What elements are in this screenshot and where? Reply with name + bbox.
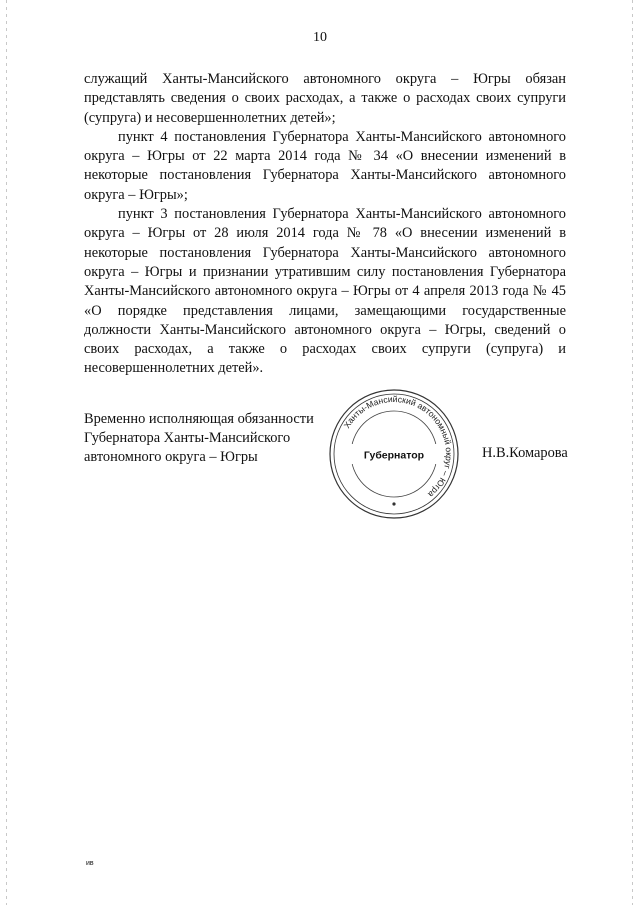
paragraph-line: (супруга) и несовершеннолетних детей».	[84, 341, 567, 377]
paragraph-line: служащий Ханты-Мансийского автономного округа – Югры обязан	[84, 71, 566, 87]
paragraph-3	[84, 205, 566, 379]
body-text	[84, 70, 566, 379]
paragraph-line: изменений в некоторые постановления Губернатора Ханты-Мансийского	[84, 225, 566, 261]
paragraph-1	[84, 70, 566, 128]
footer-mark: ив	[86, 860, 94, 867]
scan-edge-left	[6, 0, 7, 905]
official-seal	[327, 388, 461, 520]
signatory-position-line: Губернатора Ханты-Мансийского	[84, 430, 291, 446]
signatory-position-line: автономного округа – Югры	[84, 449, 258, 465]
seal-ring-text: Ханты-Мансийский автономный округ – Югра	[341, 393, 455, 500]
seal-center-text: Губернатор	[363, 449, 425, 462]
paragraph-line: автономного округа – Югры»;	[84, 167, 566, 203]
paragraph-line: автономного округа – Югры от 22 марта 2014 года № 34 «О внесении	[84, 128, 566, 165]
paragraph-2	[84, 128, 566, 205]
paragraph-line: представлять сведения о своих расходах, а также о расходах своих супруги	[84, 90, 566, 107]
paragraph-line: автономного округа – Югры и признании утратившим силу постановления	[84, 244, 566, 280]
paragraph-line: пункт 4 постановления Губернатора Ханты-Мансийского	[118, 128, 489, 145]
paragraph-line: 2013 года № 45 «О порядке представления лицами, замещающими	[84, 283, 566, 319]
paragraph-line: Югры, сведений о своих расходах, а также о расходах своих супруги	[84, 321, 566, 358]
paragraph-line: изменений в некоторые постановления Губернатора Ханты-Мансийского	[84, 148, 567, 184]
signatory-name: Н.В.Комарова	[482, 445, 568, 461]
paragraph-line: пункт 3 постановления Губернатора Ханты-Мансийского	[118, 206, 489, 223]
seal-dot	[392, 502, 395, 505]
signatory-position	[84, 410, 324, 467]
signatory-position-line: Временно исполняющая обязанности	[84, 411, 314, 427]
paragraph-line: автономного округа – Югры от 28 июля 2014 года № 78 «О внесении	[84, 206, 566, 242]
paragraph-line: государственные должности Ханты-Мансийского автономного округа –	[84, 302, 566, 338]
scan-edge-right	[632, 0, 633, 905]
paragraph-line: (супруга) и несовершеннолетних детей»;	[84, 109, 336, 126]
paragraph-line: Губернатора Ханты-Мансийского автономного округа – Югры от 4 апреля	[84, 263, 566, 300]
page-number: 10	[313, 30, 327, 45]
